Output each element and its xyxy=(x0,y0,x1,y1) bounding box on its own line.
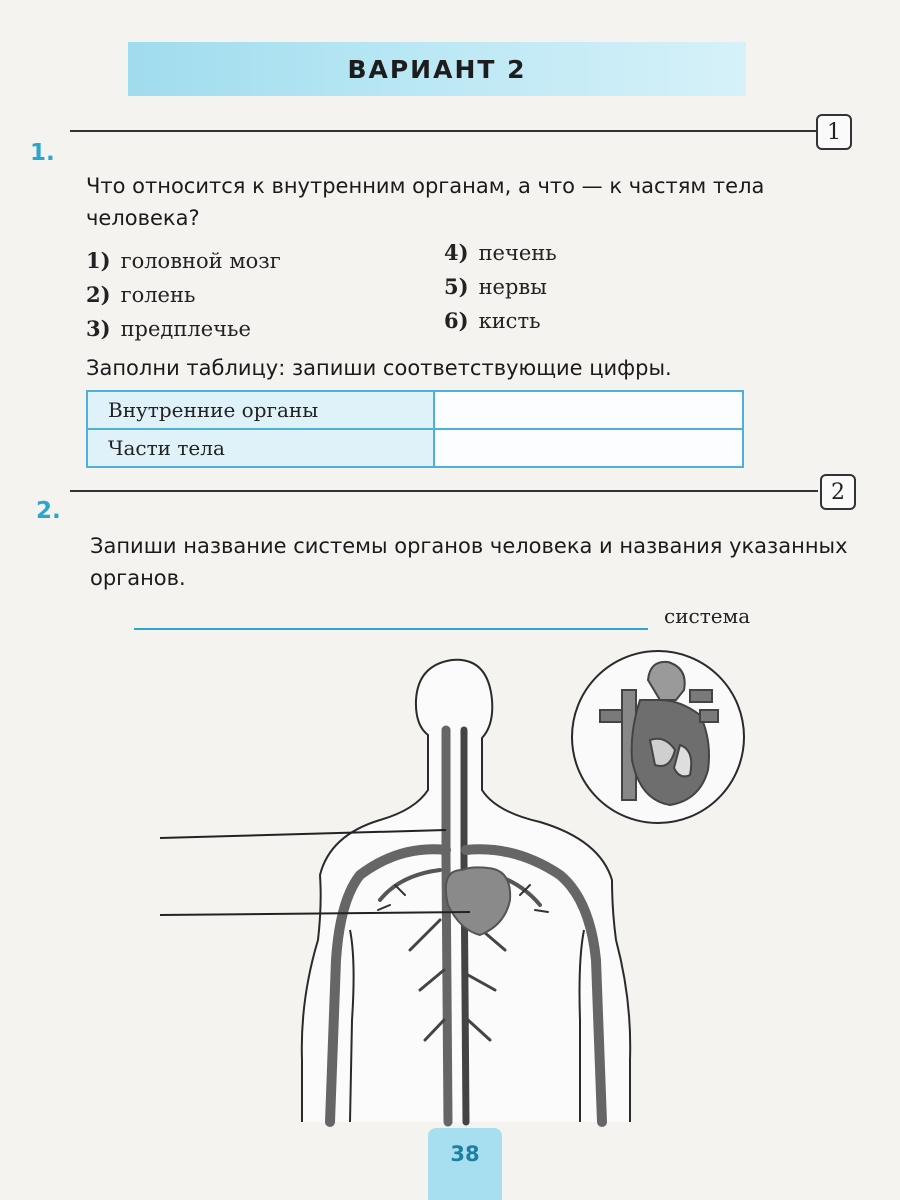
option-2: 2) голень xyxy=(86,282,196,307)
page-number: 38 xyxy=(428,1128,502,1200)
task2-score-box: 2 xyxy=(820,474,856,510)
task1-number: 1. xyxy=(30,140,55,166)
task2-number: 2. xyxy=(36,498,61,524)
option-1: 1) головной мозг xyxy=(86,248,281,273)
system-suffix-label: система xyxy=(664,604,751,628)
task1-question: Что относится к внутренним органам, а что — к частям тела человека? xyxy=(86,174,765,230)
option-5: 5) нервы xyxy=(444,274,547,299)
option-4: 4) печень xyxy=(444,240,557,265)
option-6: 6) кисть xyxy=(444,308,541,333)
option-3: 3) предплечье xyxy=(86,316,251,341)
task2-question: Запиши название системы органов человека и названия указанных органов. xyxy=(90,534,848,590)
variant-title: ВАРИАНТ 2 xyxy=(347,54,527,84)
task1-instruction: Заполни таблицу: запиши соответствующие цифры. xyxy=(86,356,672,380)
task1-score-box: 1 xyxy=(816,114,852,150)
row-label-internal-organs: Внутренние органы xyxy=(87,391,434,429)
row-label-body-parts: Части тела xyxy=(87,429,434,467)
